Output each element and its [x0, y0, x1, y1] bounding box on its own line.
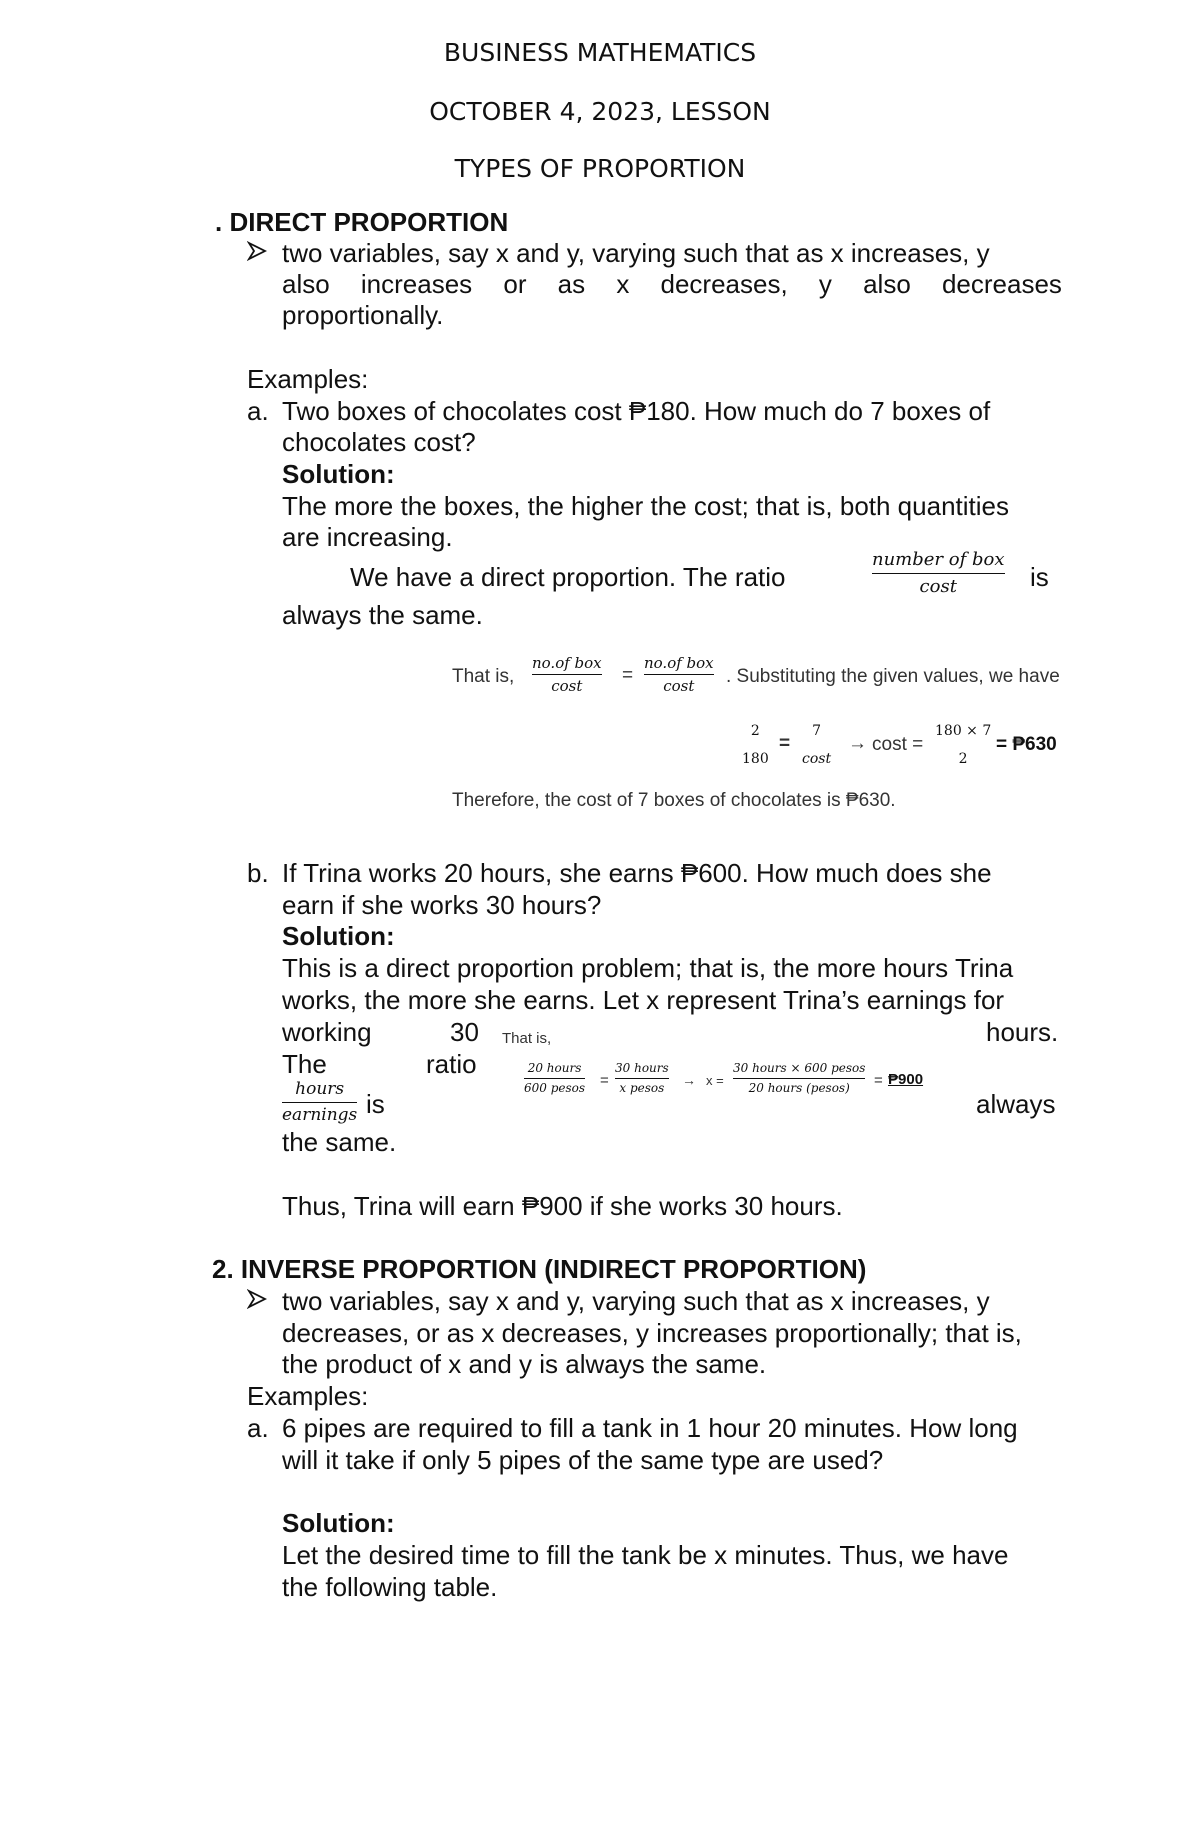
- document-date: OCTOBER 4, 2023, LESSON: [429, 97, 771, 126]
- example-a-question-line-1: Two boxes of chocolates cost ₱180. How much do 7 boxes of: [282, 396, 991, 426]
- inverse-definition-line-3: the product of x and y is always the same.: [282, 1349, 767, 1379]
- inverse-proportion-heading: 2. INVERSE PROPORTION (INDIRECT PROPORTION): [212, 1254, 867, 1284]
- fraction-denominator: earnings: [282, 1104, 358, 1125]
- equation-fraction: [532, 655, 602, 696]
- ratio-denominator: cost: [919, 575, 957, 597]
- direct-proportion-heading: . DIRECT PROPORTION: [215, 207, 509, 237]
- that-is-label: That is,: [452, 666, 515, 687]
- inverse-example-a-solution-line-1: Let the desired time to fill the tank be x minutes. Thus, we have: [282, 1540, 1009, 1570]
- fraction-numerator: no.of box: [532, 654, 602, 672]
- equals-sign: =: [600, 1072, 609, 1089]
- example-b-is: is: [366, 1089, 385, 1119]
- fraction-denominator: 2: [958, 751, 968, 768]
- ratio-fraction: [872, 550, 1005, 597]
- hours-earnings-fraction: [282, 1080, 357, 1125]
- example-b-solution-line-2: works, the more she earns. Let x represent Trina’s earnings for: [282, 985, 1005, 1015]
- fraction-denominator: cost: [551, 677, 583, 696]
- x-equals: x =: [706, 1073, 724, 1088]
- fraction-bar: [524, 1078, 585, 1079]
- fraction-numerator: no.of box: [644, 654, 714, 672]
- solution-label: Solution:: [282, 921, 395, 951]
- example-a-solution-line-4: always the same.: [282, 600, 483, 630]
- ratio-numerator: number of box: [872, 549, 1005, 570]
- example-b-the-same: the same.: [282, 1127, 397, 1157]
- direct-definition-line-1: two variables, say x and y, varying such that as x increases, y: [282, 238, 990, 268]
- equation-fraction: [742, 723, 769, 767]
- document-title: BUSINESS MATHEMATICS: [443, 38, 757, 67]
- equals-sign: =: [779, 733, 791, 754]
- therefore-text: Therefore, the cost of 7 boxes of chocolates is ₱630.: [452, 790, 896, 811]
- fraction-numerator: 180 × 7: [935, 723, 992, 739]
- direct-definition-line-3: proportionally.: [282, 300, 444, 330]
- equation-fraction: [802, 723, 831, 767]
- arrow-icon: →: [682, 1072, 696, 1088]
- that-is-label: That is,: [502, 1030, 552, 1047]
- example-b-hours: hours.: [986, 1017, 1059, 1047]
- example-a-solution-line-3: We have a direct proportion. The ratio: [350, 562, 786, 592]
- fraction-denominator: cost: [663, 677, 695, 696]
- word: or: [503, 269, 527, 299]
- fraction-bar: [615, 1078, 669, 1079]
- example-a-solution-is: is: [1030, 562, 1049, 592]
- substituting-text: . Substituting the given values, we have: [726, 666, 1060, 687]
- examples-label: Examples:: [247, 364, 369, 394]
- example-b-working: working: [282, 1017, 372, 1047]
- fraction-numerator: 7: [812, 723, 821, 739]
- equation-fraction: [733, 1062, 865, 1096]
- example-a-solution-line-1: The more the boxes, the higher the cost; that is, both quantities: [282, 491, 1009, 521]
- word: x: [616, 269, 630, 299]
- solution-label: Solution:: [282, 1508, 395, 1538]
- fraction-numerator: 20 hours: [527, 1061, 582, 1075]
- fraction-bar: [282, 1102, 357, 1103]
- example-b-conclusion: Thus, Trina will earn ₱900 if she works 30 hours.: [282, 1191, 843, 1221]
- example-b-question-line-2: earn if she works 30 hours?: [282, 890, 602, 920]
- fraction-denominator: 180: [742, 751, 769, 768]
- example-a-question-line-2: chocolates cost?: [282, 427, 476, 457]
- example-b-question-line-1: If Trina works 20 hours, she earns ₱600. How much does she: [282, 858, 992, 888]
- example-b-thirty: 30: [450, 1017, 479, 1047]
- cost-equals: cost =: [872, 734, 924, 755]
- word: as: [557, 269, 586, 299]
- equation-fraction: [615, 1062, 669, 1096]
- direct-definition-line-2: [282, 269, 1062, 300]
- solution-label: Solution:: [282, 459, 395, 489]
- examples-label: Examples:: [247, 1381, 369, 1411]
- equation-fraction: [935, 723, 991, 767]
- inverse-example-a-solution-line-2: the following table.: [282, 1572, 498, 1602]
- word: y: [818, 269, 832, 299]
- equation-fraction: [524, 1062, 585, 1096]
- word: increases: [360, 269, 473, 299]
- fraction-bar: [872, 573, 1005, 574]
- example-b-marker: b.: [247, 858, 269, 888]
- equals-sign: =: [622, 665, 634, 686]
- fraction-numerator: 30 hours × 600 pesos: [733, 1061, 866, 1075]
- equals-sign: =: [874, 1072, 883, 1089]
- fraction-numerator: hours: [295, 1079, 345, 1099]
- word: decreases: [941, 269, 1062, 299]
- inverse-definition-line-2: decreases, or as x decreases, y increases proportionally; that is,: [282, 1318, 1022, 1348]
- example-b-solution-line-1: This is a direct proportion problem; that is, the more hours Trina: [282, 953, 1014, 983]
- arrow-icon: →: [848, 733, 867, 754]
- word: decreases,: [660, 269, 788, 299]
- example-b-the: The: [282, 1049, 327, 1079]
- arrowhead-bullet-icon: [247, 241, 267, 261]
- fraction-denominator: 600 pesos: [524, 1080, 586, 1095]
- inverse-example-a-marker: a.: [247, 1413, 269, 1443]
- inverse-definition-line-1: two variables, say x and y, varying such that as x increases, y: [282, 1286, 990, 1316]
- arrowhead-bullet-icon: [247, 1289, 267, 1309]
- inverse-example-a-question-line-1: 6 pipes are required to fill a tank in 1 hour 20 minutes. How long: [282, 1413, 1018, 1443]
- example-a-solution-line-2: are increasing.: [282, 522, 453, 552]
- example-b-always: always: [976, 1089, 1056, 1119]
- example-a-marker: a.: [247, 396, 269, 426]
- cost-result: = ₱630: [996, 734, 1057, 755]
- fraction-bar: [532, 674, 602, 675]
- equation-fraction: [644, 655, 714, 696]
- earnings-result: ₱900: [888, 1071, 924, 1088]
- word: also: [863, 269, 911, 299]
- fraction-numerator: 30 hours: [615, 1061, 669, 1075]
- fraction-numerator: 2: [750, 723, 760, 739]
- fraction-denominator: 20 hours (pesos): [748, 1080, 850, 1095]
- inverse-example-a-question-line-2: will it take if only 5 pipes of the same type are used?: [282, 1445, 884, 1475]
- lesson-topic: TYPES OF PROPORTION: [454, 154, 746, 183]
- word: also: [282, 269, 330, 299]
- fraction-denominator: x pesos: [619, 1080, 665, 1095]
- fraction-denominator: cost: [802, 751, 832, 768]
- fraction-bar: [644, 674, 714, 675]
- example-b-ratio: ratio: [426, 1049, 477, 1079]
- fraction-bar: [733, 1078, 865, 1079]
